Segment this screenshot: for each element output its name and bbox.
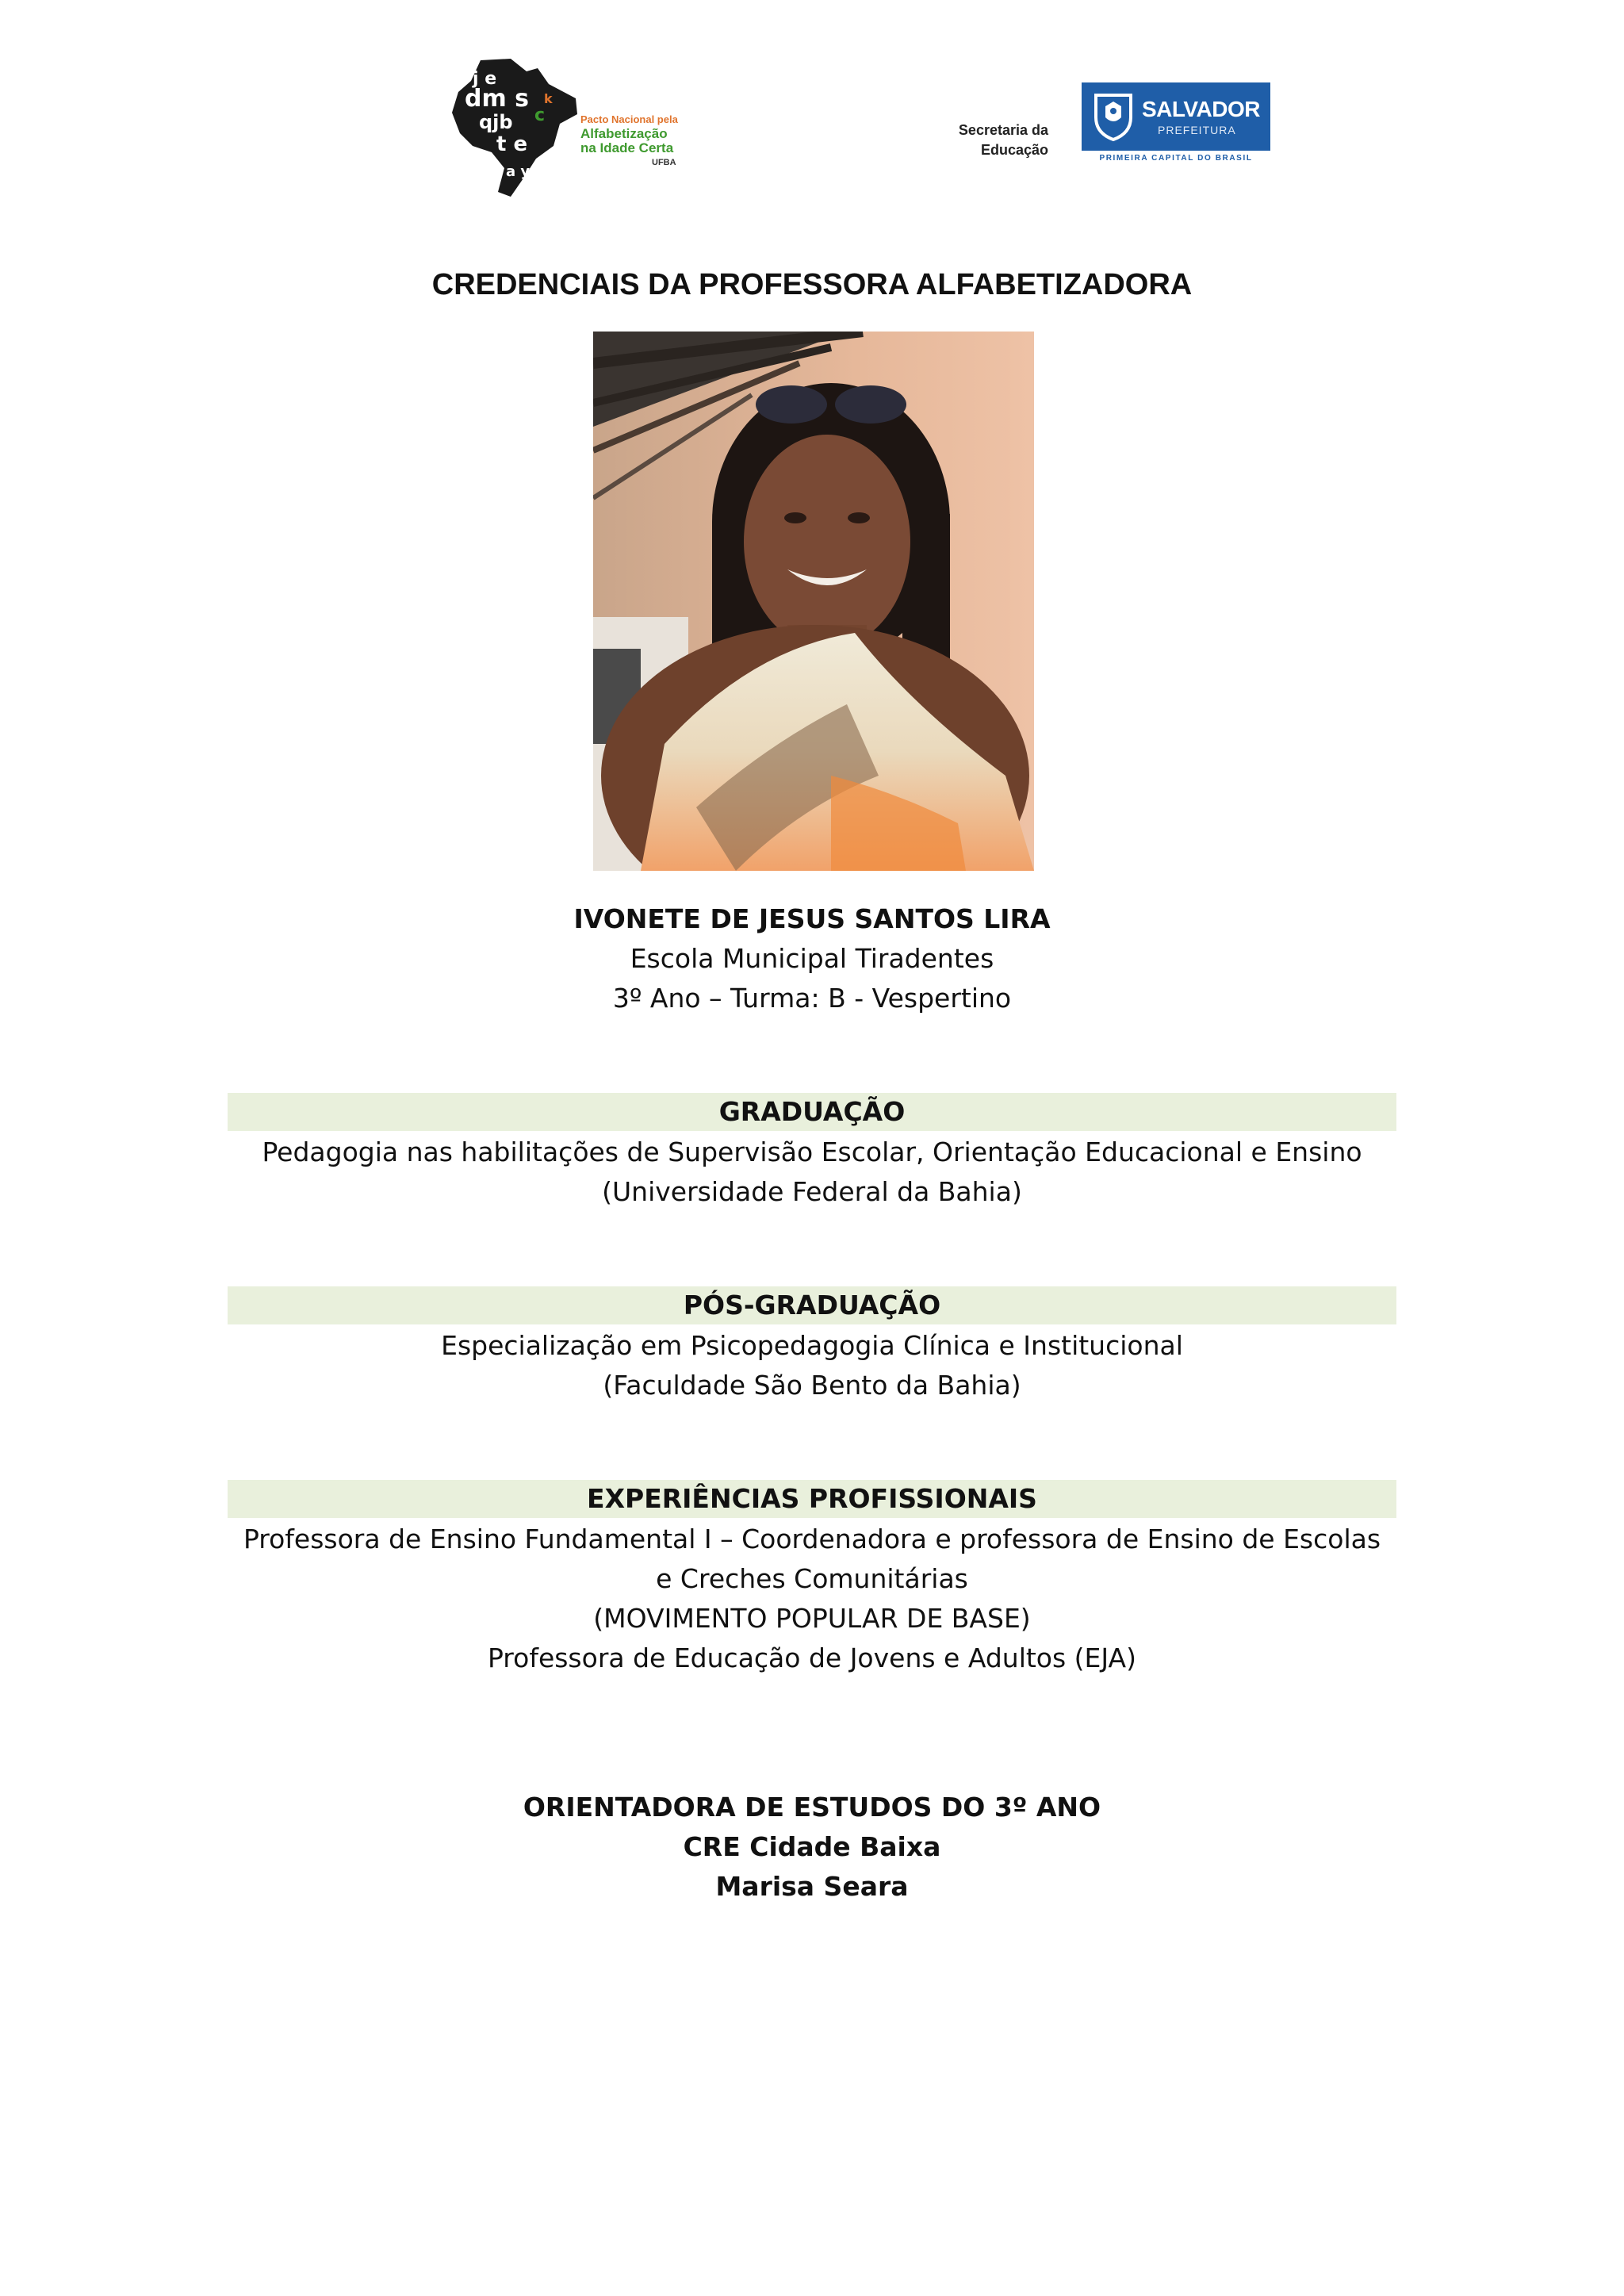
secretaria-educacao-label: [912, 121, 1048, 160]
experiencias-line: (MOVIMENTO POPULAR DE BASE): [593, 1603, 1031, 1634]
pos-graduacao-line: Especialização em Psicopedagogia Clínica e Institucional: [441, 1330, 1183, 1361]
salvador-tagline: PRIMEIRA CAPITAL DO BRASIL: [1099, 154, 1253, 163]
svg-text:c: c: [534, 105, 546, 125]
graduacao-line: (Universidade Federal da Bahia): [602, 1176, 1022, 1207]
experiencias-heading: EXPERIÊNCIAS PROFISSIONAIS: [587, 1483, 1037, 1514]
pacto-logo-line: na Idade Certa: [580, 140, 674, 155]
teacher-school: Escola Municipal Tiradentes: [630, 943, 994, 974]
svg-text:a y: a y: [506, 163, 530, 180]
salvador-logo-box: [1082, 82, 1270, 151]
experiencias-line: Professora de Educação de Jovens e Adultos (EJA): [487, 1642, 1137, 1673]
experiencias-line: e Creches Comunitárias: [656, 1563, 968, 1594]
teacher-photo: [593, 332, 1034, 871]
secretaria-line: Educação: [980, 142, 1048, 158]
salvador-sub: PREFEITURA: [1158, 124, 1236, 136]
svg-text:k: k: [544, 91, 553, 106]
orientadora-title: ORIENTADORA DE ESTUDOS DO 3º ANO: [523, 1792, 1101, 1823]
graduacao-line: Pedagogia nas habilitações de Supervisão Escolar, Orientação Educacional e Ensino: [262, 1137, 1362, 1167]
portrait-image: [593, 332, 1034, 871]
graduacao-heading: GRADUAÇÃO: [718, 1096, 906, 1127]
pacto-logo-line: Pacto Nacional pela: [580, 113, 678, 125]
orientadora-name: Marisa Seara: [715, 1871, 909, 1902]
secretaria-line: Secretaria da: [958, 122, 1048, 138]
salvador-crest-icon: [1091, 90, 1136, 141]
orientadora-cre: CRE Cidade Baixa: [683, 1831, 941, 1862]
svg-text:qjb: qjb: [479, 111, 513, 133]
svg-text:j e: j e: [473, 69, 497, 89]
brazil-letters-map-icon: [449, 57, 584, 200]
experiencias-line: Professora de Ensino Fundamental I – Coordenadora e professora de Ensino de Escolas: [243, 1524, 1381, 1554]
salvador-prefeitura-logo: [1082, 82, 1270, 165]
pacto-logo-line: UFBA: [652, 158, 676, 167]
document-title: CREDENCIAIS DA PROFESSORA ALFABETIZADORA: [431, 268, 1193, 301]
svg-text:dm s: dm s: [465, 85, 530, 113]
pos-graduacao-line: (Faculdade São Bento da Bahia): [603, 1370, 1021, 1401]
pos-graduacao-heading: PÓS-GRADUAÇÃO: [683, 1290, 941, 1320]
svg-text:t e: t e: [496, 132, 528, 156]
teacher-name: IVONETE DE JESUS SANTOS LIRA: [573, 903, 1051, 934]
pacto-logo-text: [580, 113, 678, 170]
pacto-logo-line: Alfabetização: [580, 126, 668, 141]
teacher-class: 3º Ano – Turma: B - Vespertino: [612, 983, 1012, 1014]
salvador-name: SALVADOR: [1142, 97, 1260, 121]
